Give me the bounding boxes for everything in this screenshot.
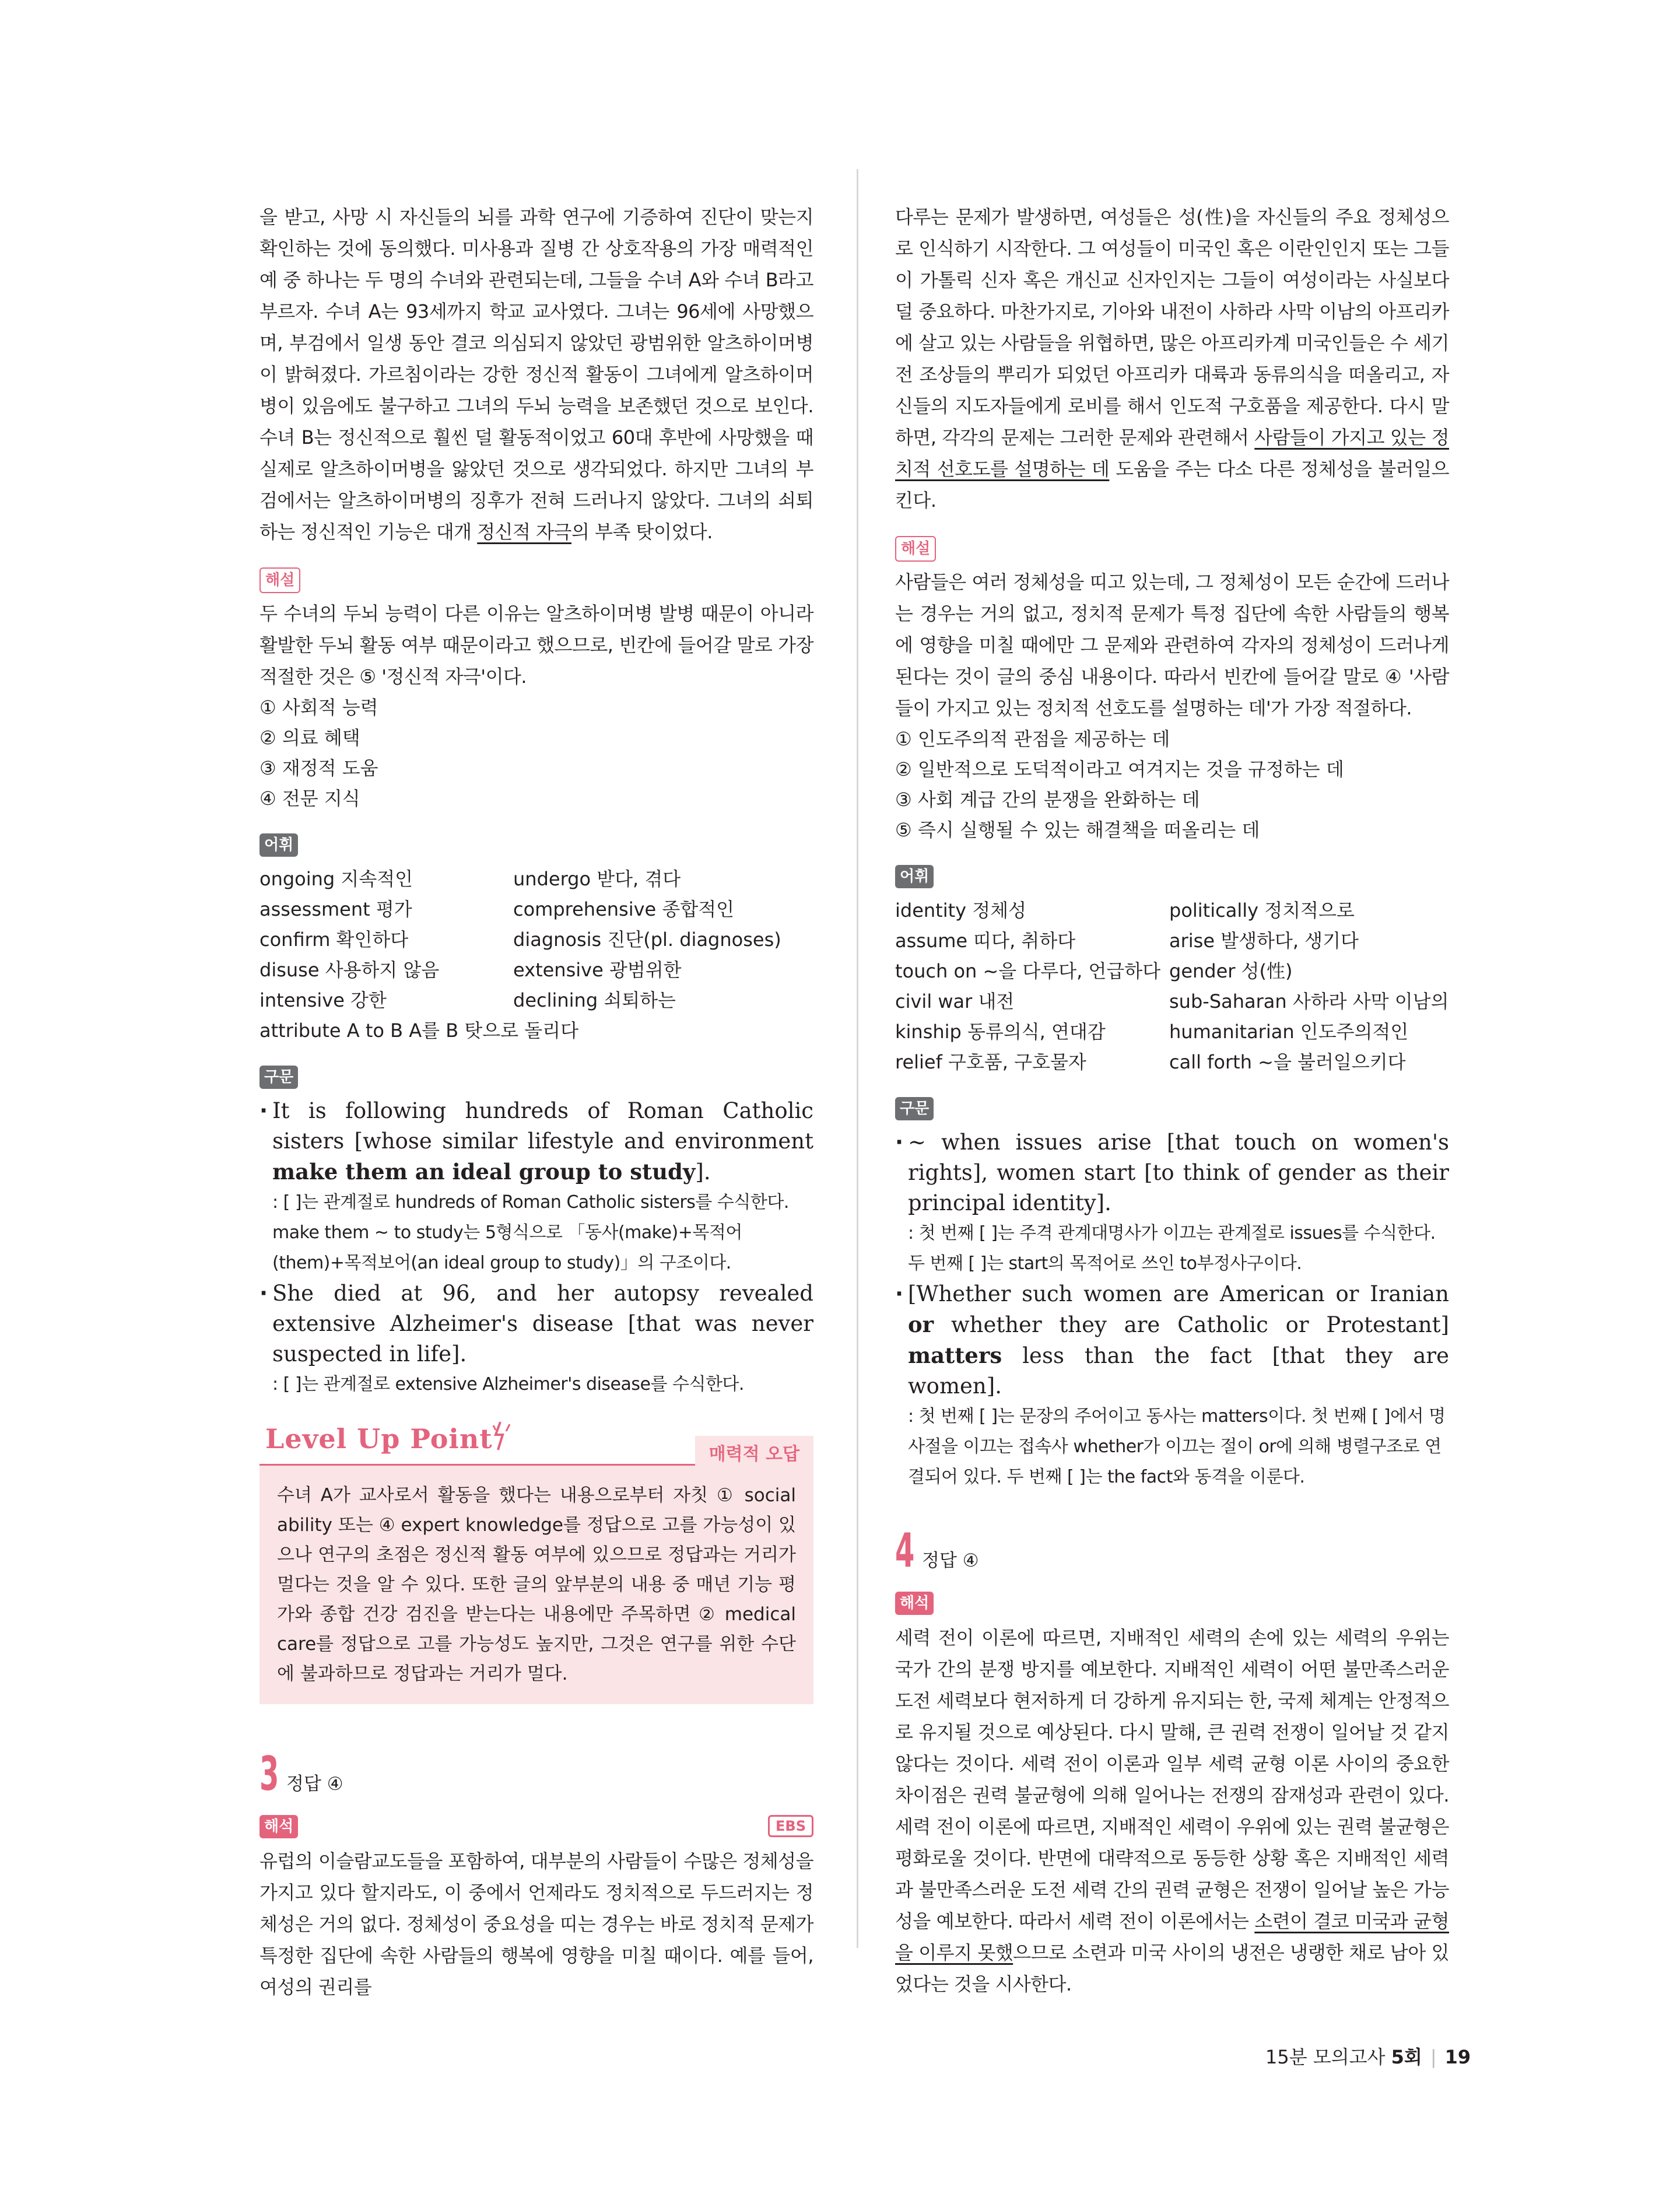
explanation-text: 사람들은 여러 정체성을 띠고 있는데, 그 정체성이 모든 순간에 드러나는 경우는 거의 없고, 정치적 문제가 특정 집단에 속한 사람들의 행복에 영향을 미칠 때에만 그 문제와 관련하여 각자의 정체성이 드러나게 된다는 것이 글의 중심 내용이다. 따라서 빈칸에 들어갈 말로 ④ '사람들이 가지고 있는 정치적 선호도를 설명하는 데'가 가장 적절하다.	[895, 571, 1449, 719]
vocab-item: intensive 강한	[259, 989, 387, 1011]
vocab-item: declining 쇠퇴하는	[513, 989, 676, 1011]
syntax-sentence: · It is following hundreds of Roman Catholic sisters [whose similar lifestyle and environment make them an ideal group to study].	[259, 1096, 813, 1187]
vocab-item: attribute A to B A를 B 탓으로 돌리다	[259, 1019, 578, 1042]
answer-3	[259, 1745, 813, 1801]
vocab-table	[895, 895, 1449, 1077]
option-item: ③ 사회 계급 간의 분쟁을 완화하는 데	[895, 789, 1200, 811]
vocab-item: disuse 사용하지 않음	[259, 959, 440, 981]
syntax-note: : 첫 번째 [ ]는 문장의 주어이고 동사는 matters이다. 첫 번째 [ ]에서 명사절을 이끄는 접속사 whether가 이끄는 절이 or에 의해 병렬구조로 연결되어 있다. 두 번째 [ ]는 the fact와 동격을 이룬다.	[908, 1406, 1446, 1487]
footer-series: 15분 모의고사	[1265, 2046, 1386, 2068]
footer-round: 5회	[1391, 2046, 1422, 2068]
question-number: 3	[259, 1747, 279, 1801]
gumun-badge: 구문	[895, 1097, 934, 1120]
level-up-box: 수녀 A가 교사로서 활동을 했다는 내용으로부터 자칫 ① social ability 또는 ④ expert knowledge를 정답으로 고를 가능성이 있으나 연구의 초점은 정신적 활동 여부에 있으므로 정답과는 거리가 멀다는 것을 알 수 있다. 또한 글의 앞부분의 내용 중 매년 기능 평가와 종합 건강 검진을 받는다는 내용에만 주목하면 ② medical care를 정답으로 고를 가능성도 높지만, 그것은 연구를 위한 수단에 불과하므로 정답과는 거리가 멀다.	[259, 1466, 813, 1704]
passage-continued: 다루는 문제가 발생하면, 여성들은 성(性)을 자신들의 주요 정체성으로 인식하기 시작한다. 그 여성들이 미국인 혹은 이란인인지 또는 그들이 가톨릭 신자 혹은 개신교 신자인지는 그들이 여성이라는 사실보다 덜 중요하다. 마찬가지로, 기아와 내전이 사하라 사막 이남의 아프리카에 살고 있는 사람들을 위협하면, 많은 아프리카계 미국인들은 수 세기 전 조상들의 뿌리가 되었던 아프리카 대륙과 동류의식을 떠올리고, 자신들의 지도자들에게 로비를 해서 인도적 구호품을 제공한다. 다시 말하면, 각각의 문제는 그러한 문제와 관련해서 사람들이 가지고 있는 정치적 선호도를 설명하는 데 도움을 주는 다소 다른 정체성을 불러일으킨다.	[895, 206, 1449, 511]
vocab-item: politically 정치적으로	[1169, 899, 1355, 921]
syntax-sentence: · [Whether such women are American or Iranian or whether they are Catholic or Protestant] matters less than the fact [that they are women].	[895, 1279, 1449, 1401]
answer-underline: 소련이 결코 미국과 균형을 이루지 못했	[895, 1910, 1449, 1964]
distractor-list	[259, 692, 813, 814]
right-column	[895, 201, 1449, 2000]
vocab-item: sub-Saharan 사하라 사막 이남의	[1169, 990, 1449, 1012]
vocab-item: confirm 확인하다	[259, 928, 409, 951]
syntax-sentence: · She died at 96, and her autopsy revealed extensive Alzheimer's disease [that was never suspected in life].	[259, 1278, 813, 1369]
syntax-sentence: · ~ when issues arise [that touch on women's rights], women start [to think of gender as their principal identity].	[895, 1127, 1449, 1218]
question-number: 4	[895, 1523, 915, 1578]
vocab-item: gender 성(性)	[1169, 960, 1293, 982]
vocab-item: undergo 받다, 겪다	[513, 868, 681, 890]
syntax-note: : [ ]는 관계절로 hundreds of Roman Catholic sisters를 수식한다. make them ~ to study는 5형식으로 「동사(make)+목적어(them)+목적보어(an ideal group to study)」의 구조이다.	[272, 1192, 789, 1273]
page-number: 19	[1444, 2046, 1471, 2068]
vocab-item: extensive 광범위한	[513, 959, 682, 981]
distractor-list	[895, 724, 1449, 845]
vocab-badge: 어휘	[259, 833, 298, 857]
gumun-badge: 구문	[259, 1066, 298, 1089]
level-up-header	[259, 1423, 813, 1464]
haeseok-badge: 해석	[259, 1815, 298, 1838]
vocab-item: civil war 내전	[895, 990, 1015, 1012]
answer-4	[895, 1522, 1449, 1578]
page-footer: 15분 모의고사 5회 | 19	[1265, 2046, 1471, 2068]
vocab-item: kinship 동류의식, 연대감	[895, 1021, 1106, 1043]
left-column	[259, 201, 813, 2003]
syntax-note: : 첫 번째 [ ]는 주격 관계대명사가 이끄는 관계절로 issues를 수식한다. 두 번째 [ ]는 start의 목적어로 쓰인 to부정사구이다.	[908, 1223, 1436, 1274]
level-up-title: Level Up Point	[265, 1423, 493, 1455]
haeseol-badge: 해설	[259, 567, 300, 593]
vocab-item: identity 정체성	[895, 899, 1027, 921]
vocab-item: assume 띠다, 취하다	[895, 930, 1076, 952]
answer-label: 정답 ④	[922, 1550, 979, 1571]
vocab-item: diagnosis 진단(pl. diagnoses)	[513, 928, 781, 951]
option-item: ② 일반적으로 도덕적이라고 여겨지는 것을 규정하는 데	[895, 758, 1344, 780]
option-item: ④ 전문 지식	[259, 787, 360, 810]
vocab-item: comprehensive 종합적인	[513, 898, 735, 920]
haeseol-badge: 해설	[895, 536, 936, 562]
vocab-item: humanitarian 인도주의적인	[1169, 1021, 1409, 1043]
vocab-item: assessment 평가	[259, 898, 412, 920]
ebs-badge: EBS	[768, 1815, 813, 1837]
answer-underline: 사람들이 가지고 있는 정치적 선호도를 설명하는 데	[895, 426, 1449, 480]
attractive-wrong-tag: 매력적 오답	[695, 1436, 813, 1469]
haeseok-badge: 해석	[895, 1592, 934, 1615]
answer-label: 정답 ④	[286, 1774, 343, 1795]
vocab-item: relief 구호품, 구호물자	[895, 1051, 1086, 1073]
vocab-item: ongoing 지속적인	[259, 868, 413, 890]
option-item: ③ 재정적 도움	[259, 757, 378, 779]
vocab-item: arise 발생하다, 생기다	[1169, 930, 1359, 952]
syntax-note: : [ ]는 관계절로 extensive Alzheimer's disease를 수식한다.	[272, 1374, 744, 1394]
passage-continued: 을 받고, 사망 시 자신들의 뇌를 과학 연구에 기증하여 진단이 맞는지 확인하는 것에 동의했다. 미사용과 질병 간 상호작용의 가장 매력적인 예 중 하나는 두 명의 수녀와 관련되는데, 그들을 수녀 A와 수녀 B라고 부르자. 수녀 A는 93세까지 학교 교사였다. 그녀는 96세에 사망했으며, 부검에서 일생 동안 결코 의심되지 않았던 광범위한 알츠하이머병이 밝혀졌다. 가르침이라는 강한 정신적 활동이 그녀에게 알츠하이머병이 있음에도 불구하고 그녀의 두뇌 능력을 보존했던 것으로 보인다. 수녀 B는 정신적으로 훨씬 덜 활동적이었고 60대 후반에 사망했을 때 실제로 알츠하이머병을 앓았던 것으로 생각되었다. 하지만 그녀의 부검에서는 알츠하이머병의 징후가 전혀 드러나지 않았다. 그녀의 쇠퇴하는 정신적인 기능은 대개 정신적 자극의 부족 탓이었다.	[259, 206, 813, 543]
vocab-item: call forth ~을 불러일으키다	[1169, 1051, 1406, 1073]
option-item: ① 인도주의적 관점을 제공하는 데	[895, 728, 1170, 750]
lightning-icon	[490, 1420, 519, 1452]
vocab-table	[259, 864, 813, 1046]
answer-underline: 정신적 자극	[477, 521, 571, 543]
column-divider	[857, 169, 858, 1948]
option-item: ② 의료 혜택	[259, 727, 360, 749]
vocab-item: touch on ~을 다루다, 언급하다	[895, 960, 1161, 982]
vocab-badge: 어휘	[895, 865, 934, 888]
explanation-text: 두 수녀의 두뇌 능력이 다른 이유는 알츠하이머병 발병 때문이 아니라 활발한 두뇌 활동 여부 때문이라고 했으므로, 빈칸에 들어갈 말로 가장 적절한 것은 ⑤ '정신적 자극'이다.	[259, 602, 813, 688]
option-item: ⑤ 즉시 실행될 수 있는 해결책을 떠올리는 데	[895, 819, 1260, 841]
translation-text: 유럽의 이슬람교도들을 포함하여, 대부분의 사람들이 수많은 정체성을 가지고 있다 할지라도, 이 중에서 언제라도 정치적으로 두드러지는 정체성은 거의 없다. 정체성이 중요성을 띠는 경우는 바로 정치적 문제가 특정한 집단에 속한 사람들의 행복에 영향을 미칠 때이다. 예를 들어, 여성의 권리를	[259, 1850, 813, 1998]
translation-text: 세력 전이 이론에 따르면, 지배적인 세력의 손에 있는 세력의 우위는 국가 간의 분쟁 방지를 예보한다. 지배적인 세력이 어떤 불만족스러운 도전 세력보다 현저하게 더 강하게 유지되는 한, 국제 체계는 안정적으로 유지될 것으로 예상된다. 다시 말해, 큰 권력 전쟁이 일어날 것 같지 않다는 것이다. 세력 전이 이론과 일부 세력 균형 이론 사이의 중요한 차이점은 권력 불균형에 의해 일어나는 전쟁의 잠재성과 관련이 있다. 세력 전이 이론에 따르면, 지배적인 세력이 우위에 있는 권력 불균형은 평화로울 것이다. 반면에 대략적으로 동등한 상황 혹은 지배적인 세력과 불만족스러운 도전 세력 간의 권력 균형은 전쟁이 일어날 높은 가능성을 예보한다. 따라서 세력 전이 이론에서는 소련이 결코 미국과 균형을 이루지 못했으므로 소련과 미국 사이의 냉전은 냉랭한 채로 남아 있었다는 것을 시사한다.	[895, 1627, 1449, 1995]
option-item: ① 사회적 능력	[259, 696, 378, 719]
